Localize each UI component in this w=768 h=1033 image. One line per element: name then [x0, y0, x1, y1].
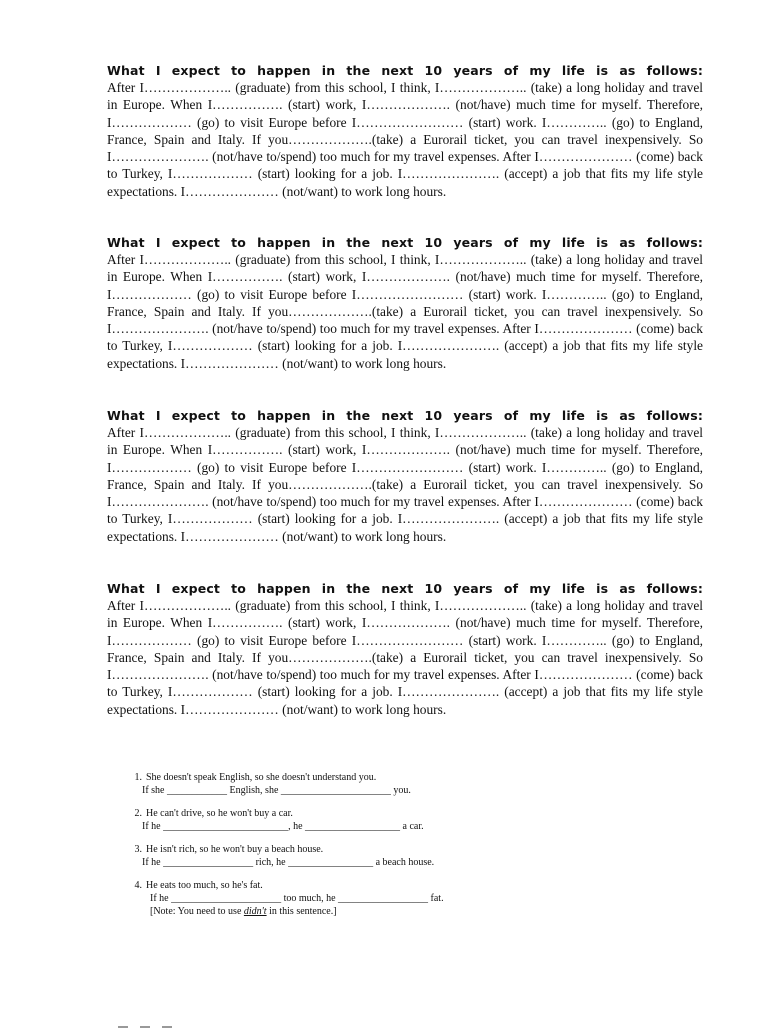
- block-heading: What I expect to happen in the next 10 years of my life is as follows:: [107, 408, 703, 423]
- exercise-answer-line: If he ______________________ too much, he __________________ fat.: [150, 893, 444, 904]
- fill-in-paragraph: After I……………….. (graduate) from this school, I think, I……………….. (take) a long holiday and travel in Europe. When I……………. (start) work, I………………. (not/have) much time for myself. Therefore, I……………… (go) to visit Europe before I…………………… (start) work. I………….. (go) to England, France, Spain and Italy. If you……………….(take) a Eurorail ticket, you can travel inexpensively. So I…………………. (not/have to/spend) too much for my travel expenses. After I………………… (come) back to Turkey, I……………… (start) looking for a job. I…………………. (accept) a job that fits my life style expectations. I………………… (not/want) to work long hours.: [107, 425, 703, 544]
- exercise-item-1: [124, 771, 544, 797]
- exercise-prompt: He eats too much, so he's fat.: [146, 880, 263, 891]
- block-heading: What I expect to happen in the next 10 years of my life is as follows:: [107, 63, 703, 78]
- fill-in-paragraph: After I……………….. (graduate) from this school, I think, I……………….. (take) a long holiday and travel in Europe. When I……………. (start) work, I………………. (not/have) much time for myself. Therefore, I……………… (go) to visit Europe before I…………………… (start) work. I………….. (go) to England, France, Spain and Italy. If you……………….(take) a Eurorail ticket, you can travel inexpensively. So I…………………. (not/have to/spend) too much for my travel expenses. After I………………… (come) back to Turkey, I……………… (start) looking for a job. I…………………. (accept) a job that fits my life style expectations. I………………… (not/want) to work long hours.: [107, 252, 703, 371]
- exercise-block-3: [107, 407, 703, 545]
- block-heading: What I expect to happen in the next 10 years of my life is as follows:: [107, 235, 703, 250]
- exercise-number: 4.: [134, 880, 142, 891]
- fill-in-paragraph: After I……………….. (graduate) from this school, I think, I……………….. (take) a long holiday and travel in Europe. When I……………. (start) work, I………………. (not/have) much time for myself. Therefore, I……………… (go) to visit Europe before I…………………… (start) work. I………….. (go) to England, France, Spain and Italy. If you……………….(take) a Eurorail ticket, you can travel inexpensively. So I…………………. (not/have to/spend) too much for my travel expenses. After I………………… (come) back to Turkey, I……………… (start) looking for a job. I…………………. (accept) a job that fits my life style expectations. I………………… (not/want) to work long hours.: [107, 80, 703, 199]
- exercise-item-3: [124, 843, 544, 869]
- exercise-number: 2.: [134, 808, 142, 819]
- exercise-note: [124, 905, 544, 918]
- exercise-block-1: [107, 62, 703, 200]
- conditional-exercises: [124, 771, 544, 928]
- exercise-prompt: He isn't rich, so he won't buy a beach house.: [146, 844, 324, 855]
- exercise-block-2: [107, 234, 703, 372]
- note-prefix: [Note: You need to use: [150, 906, 244, 917]
- exercise-answer-line: If she ____________ English, she ______________________ you.: [142, 785, 411, 796]
- note-emphasis: didn't: [243, 906, 267, 917]
- exercise-prompt: He can't drive, so he won't buy a car.: [146, 808, 293, 819]
- exercise-prompt: She doesn't speak English, so she doesn't understand you.: [146, 772, 377, 783]
- exercise-number: 1.: [134, 772, 142, 783]
- exercise-answer-line: If he _________________________, he ___________________ a car.: [142, 821, 424, 832]
- exercise-answer-line: If he __________________ rich, he _________________ a beach house.: [142, 857, 435, 868]
- exercise-item-2: [124, 807, 544, 833]
- block-heading: What I expect to happen in the next 10 years of my life is as follows:: [107, 581, 703, 596]
- exercise-number: 3.: [134, 844, 142, 855]
- exercise-item-4: [124, 879, 544, 918]
- note-suffix: in this sentence.]: [266, 906, 337, 917]
- fill-in-paragraph: After I……………….. (graduate) from this school, I think, I……………….. (take) a long holiday and travel in Europe. When I……………. (start) work, I………………. (not/have) much time for myself. Therefore, I……………… (go) to visit Europe before I…………………… (start) work. I………….. (go) to England, France, Spain and Italy. If you……………….(take) a Eurorail ticket, you can travel inexpensively. So I…………………. (not/have to/spend) too much for my travel expenses. After I………………… (come) back to Turkey, I……………… (start) looking for a job. I…………………. (accept) a job that fits my life style expectations. I………………… (not/want) to work long hours.: [107, 598, 703, 717]
- page-bottom-marks: [118, 1015, 188, 1021]
- exercise-block-4: [107, 580, 703, 718]
